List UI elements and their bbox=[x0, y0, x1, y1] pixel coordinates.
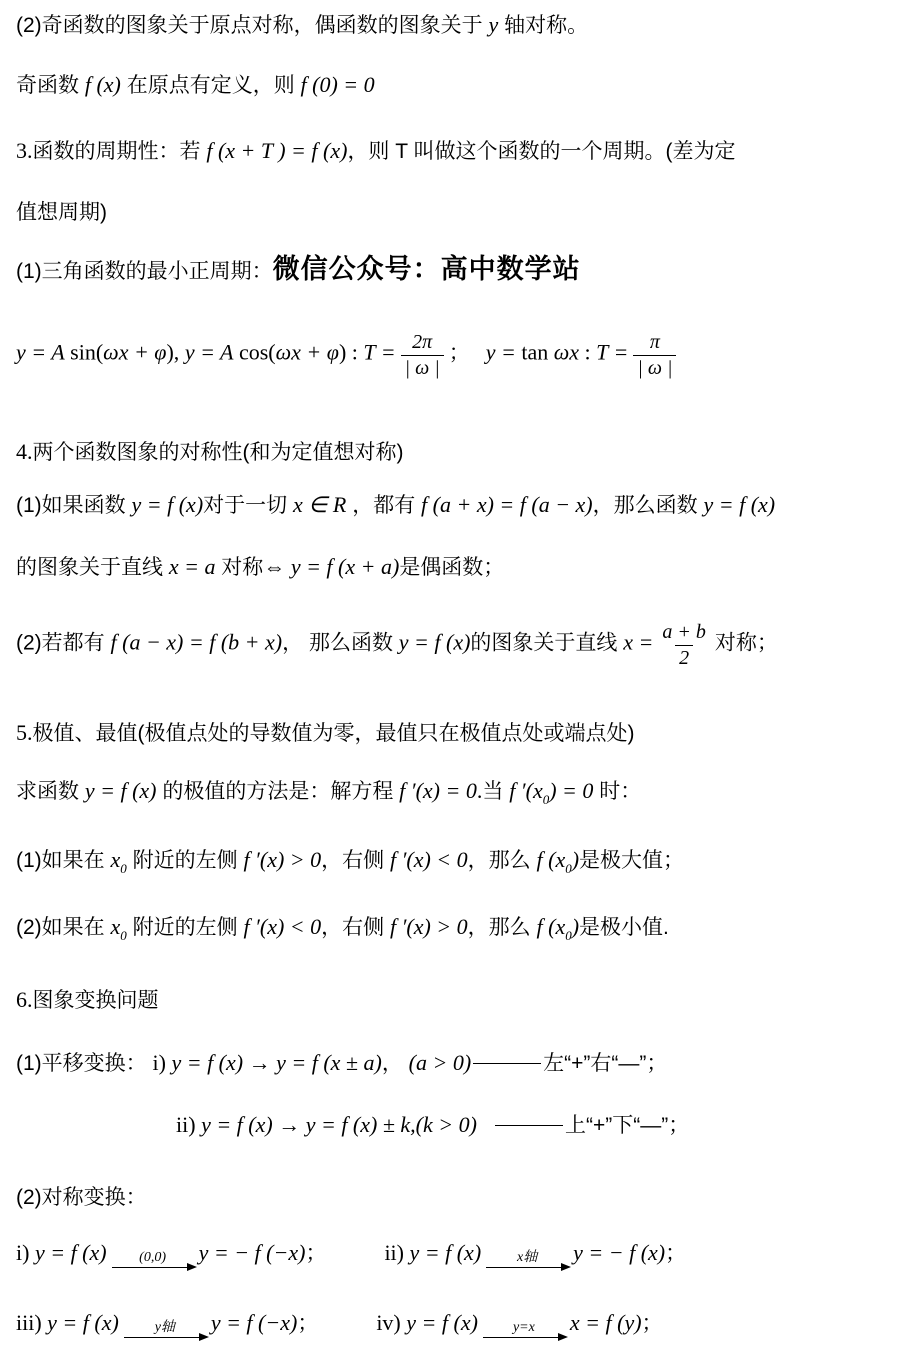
text-segment: . bbox=[476, 778, 483, 803]
text-segment: ，右侧 bbox=[321, 916, 390, 939]
line-extrema-method bbox=[16, 776, 894, 815]
text-segment: y = f (x) bbox=[84, 778, 157, 803]
text-segment: 0 bbox=[542, 792, 550, 807]
arrow-label: (0,0) bbox=[139, 1250, 166, 1265]
text-segment: x = f (y) bbox=[569, 1310, 642, 1335]
fraction-denominator: | ω | bbox=[633, 355, 676, 381]
text-segment: 当 bbox=[482, 780, 510, 803]
line-trig-period-formulas bbox=[16, 330, 894, 381]
text-segment: x bbox=[110, 847, 121, 872]
text-segment: x = bbox=[623, 629, 654, 655]
text-segment: ； bbox=[641, 1312, 663, 1335]
fraction bbox=[633, 330, 676, 381]
text-segment: f ′(x) > 0 bbox=[389, 914, 468, 939]
text-segment: 求函数 bbox=[16, 780, 85, 803]
text-segment: 对称 bbox=[215, 556, 264, 579]
line-reflection-iii-iv bbox=[16, 1308, 894, 1341]
text-segment: y = f (−x) bbox=[210, 1310, 298, 1335]
arrow-label: y=x bbox=[512, 1320, 535, 1335]
text-segment: 6. bbox=[16, 987, 33, 1012]
text-segment: 轴对称。 bbox=[498, 14, 589, 37]
text-segment: 附近的左侧 bbox=[126, 849, 244, 872]
text-segment: iv) bbox=[376, 1310, 407, 1335]
text-segment: 4. bbox=[16, 439, 33, 464]
text-segment: y = − f (−x) bbox=[198, 1240, 306, 1265]
text-segment: 在原点有定义，则 bbox=[120, 74, 301, 97]
labeled-arrow bbox=[483, 1321, 565, 1338]
line-even-odd-symmetry bbox=[16, 10, 894, 43]
text-segment: ii) bbox=[176, 1112, 202, 1137]
text-segment: y = A bbox=[16, 339, 65, 365]
text-segment: 3. bbox=[16, 138, 33, 163]
text-segment: ， bbox=[381, 1052, 409, 1075]
text-segment: 5. bbox=[16, 720, 33, 745]
text-segment: 上“+”下“—”； bbox=[564, 1114, 690, 1137]
text-segment: i) bbox=[152, 1050, 172, 1075]
text-segment: 附近的左侧 bbox=[126, 916, 244, 939]
text-segment: y = A bbox=[184, 339, 234, 365]
text-segment: (1)如果在 bbox=[16, 849, 111, 872]
line-symmetry-1-cont bbox=[16, 552, 894, 585]
text-segment: y = f (x) → y = f (x) ± k,(k > 0) bbox=[201, 1112, 477, 1137]
fraction-numerator: π bbox=[649, 331, 660, 353]
text-segment: y = f (x) → y = f (x ± a) bbox=[171, 1050, 382, 1075]
text-segment: 两个函数图象的对称性(和为定值想对称) bbox=[32, 441, 404, 464]
line-reflection-heading bbox=[16, 1183, 894, 1215]
line-symmetry-2 bbox=[16, 620, 894, 671]
text-segment: (a > 0) bbox=[408, 1050, 472, 1075]
text-segment: ； bbox=[665, 1242, 687, 1265]
text-segment: ωx + φ bbox=[275, 339, 339, 365]
text-segment: 0 bbox=[120, 861, 127, 876]
text-segment: f ′(x) < 0 bbox=[243, 914, 322, 939]
text-segment: ) = 0 bbox=[549, 778, 594, 803]
line-reflection-i-ii bbox=[16, 1238, 894, 1271]
text-segment: f (x bbox=[536, 914, 566, 939]
text-segment: f ′(x) = 0 bbox=[399, 778, 477, 803]
fraction-denominator: 2 bbox=[675, 645, 693, 671]
text-segment: f (x bbox=[536, 847, 566, 872]
fraction-numerator: a + b bbox=[662, 621, 706, 643]
text-segment: sin( bbox=[64, 339, 104, 365]
text-segment: 0 bbox=[120, 928, 127, 943]
text-segment: 是偶函数； bbox=[399, 556, 505, 579]
text-segment: y bbox=[488, 12, 499, 37]
text-segment: y = f (x) bbox=[703, 492, 776, 517]
arrow-label: y轴 bbox=[154, 1320, 175, 1335]
labeled-arrow bbox=[112, 1251, 194, 1268]
arrow-label: x轴 bbox=[517, 1250, 538, 1265]
text-segment: 微信公众号：高中数学站 bbox=[272, 254, 581, 284]
text-segment: (2)对称变换： bbox=[16, 1186, 147, 1209]
text-segment: 对于一切 bbox=[203, 494, 293, 517]
arrow-shaft bbox=[483, 1337, 565, 1338]
text-segment: x ∈ R bbox=[292, 492, 347, 517]
text-segment: ，那么 bbox=[467, 849, 537, 872]
dash-rule bbox=[473, 1063, 541, 1064]
line-extrema-heading bbox=[16, 718, 894, 751]
text-segment: f (a + x) = f (a − x) bbox=[421, 492, 593, 517]
text-segment: f (x + T ) = f (x) bbox=[206, 138, 348, 163]
text-segment: ⇔ y = f (x + a) bbox=[263, 554, 400, 579]
text-segment: 极值、最值(极值点处的导数值为零，最值只在极值点处或端点处) bbox=[32, 722, 635, 745]
text-segment: y = f (x) bbox=[409, 1240, 482, 1265]
line-symmetry-heading bbox=[16, 437, 894, 470]
text-segment: (2)奇函数的图象关于原点对称，偶函数的图象关于 bbox=[16, 14, 489, 37]
line-periodicity-def-cont bbox=[16, 198, 894, 230]
text-segment: (2)若都有 bbox=[16, 631, 111, 655]
text-segment: f (0) = 0 bbox=[300, 72, 375, 97]
text-segment: (2)如果在 bbox=[16, 916, 111, 939]
text-segment: 左“+”右“—”； bbox=[543, 1052, 668, 1075]
line-odd-origin-value bbox=[16, 70, 894, 103]
text-segment: ； bbox=[448, 341, 470, 365]
arrow-shaft bbox=[124, 1337, 206, 1338]
line-periodicity-def bbox=[16, 136, 894, 169]
text-segment: 奇函数 bbox=[16, 74, 85, 97]
text-segment: 值想周期) bbox=[16, 201, 107, 224]
text-segment: f ′(x) < 0 bbox=[389, 847, 468, 872]
line-extrema-max bbox=[16, 845, 894, 884]
fraction bbox=[658, 620, 710, 671]
text-segment: : bbox=[579, 339, 597, 365]
text-segment: 的图象关于直线 bbox=[470, 631, 624, 655]
arrow-shaft bbox=[486, 1267, 568, 1268]
text-segment: 图象变换问题 bbox=[32, 989, 159, 1012]
text-segment: y = f (x) bbox=[47, 1310, 119, 1335]
fraction bbox=[401, 330, 444, 381]
text-segment: 的图象关于直线 bbox=[16, 556, 169, 579]
text-segment: y = f (x) bbox=[131, 492, 204, 517]
text-segment: y = f (x) bbox=[398, 629, 471, 655]
text-segment: ωx + φ bbox=[103, 339, 167, 365]
text-segment: ，都有 bbox=[346, 494, 422, 517]
labeled-arrow bbox=[124, 1321, 206, 1338]
text-segment: ，那么函数 bbox=[592, 494, 704, 517]
labeled-arrow bbox=[486, 1251, 568, 1268]
text-segment: ωx bbox=[553, 339, 580, 365]
text-segment: (1)三角函数的最小正周期： bbox=[16, 260, 273, 283]
fraction-denominator: | ω | bbox=[401, 355, 444, 381]
text-segment: ii) bbox=[384, 1240, 410, 1265]
text-segment: 是极大值； bbox=[579, 849, 685, 872]
text-segment: (1)如果函数 bbox=[16, 494, 132, 517]
text-segment: tan bbox=[521, 339, 554, 365]
text-segment: y = f (x) bbox=[406, 1310, 478, 1335]
text-segment: ) bbox=[571, 847, 580, 872]
text-segment: 时： bbox=[593, 780, 642, 803]
text-segment: 的极值的方法是：解方程 bbox=[156, 780, 400, 803]
text-segment: y = f (x) bbox=[34, 1240, 107, 1265]
text-segment: 对称； bbox=[714, 631, 778, 655]
line-symmetry-1 bbox=[16, 490, 894, 523]
line-transform-heading bbox=[16, 985, 894, 1018]
text-segment: ，则 T 叫做这个函数的一个周期。(差为定 bbox=[347, 140, 736, 163]
text-segment: T = bbox=[363, 339, 396, 365]
text-segment: ； bbox=[297, 1312, 319, 1335]
text-segment: i) bbox=[16, 1240, 35, 1265]
text-segment: ， 那么函数 bbox=[282, 631, 399, 655]
text-segment: 0 bbox=[565, 861, 572, 876]
text-segment: f ′(x) > 0 bbox=[243, 847, 322, 872]
text-segment: 函数的周期性：若 bbox=[32, 140, 207, 163]
text-segment: y = bbox=[485, 339, 522, 365]
text-segment: y = − f (x) bbox=[573, 1240, 666, 1265]
text-segment: (1)平移变换： bbox=[16, 1052, 153, 1075]
text-segment: ), bbox=[166, 339, 185, 365]
text-segment: 是极小值. bbox=[579, 916, 669, 939]
arrow-shaft bbox=[112, 1267, 194, 1268]
line-trig-min-period bbox=[16, 254, 894, 289]
text-segment: ，右侧 bbox=[321, 849, 390, 872]
text-segment: f (a − x) = f (b + x) bbox=[110, 629, 283, 655]
text-segment: cos( bbox=[233, 339, 276, 365]
text-segment: ) : bbox=[338, 339, 364, 365]
text-segment: T = bbox=[596, 339, 629, 365]
text-segment: ，那么 bbox=[467, 916, 537, 939]
fraction-numerator: 2π bbox=[412, 331, 433, 353]
text-segment: iii) bbox=[16, 1310, 48, 1335]
text-segment: f ′(x bbox=[509, 778, 543, 803]
text-segment: ； bbox=[305, 1242, 327, 1265]
dash-rule bbox=[495, 1125, 563, 1126]
line-extrema-min bbox=[16, 912, 894, 951]
text-segment: x bbox=[110, 914, 121, 939]
text-segment: 0 bbox=[565, 928, 572, 943]
line-translation-i bbox=[16, 1048, 894, 1081]
text-segment: x = a bbox=[168, 554, 216, 579]
line-translation-ii bbox=[176, 1110, 894, 1143]
text-segment: f (x) bbox=[84, 72, 121, 97]
text-segment: ) bbox=[571, 914, 580, 939]
